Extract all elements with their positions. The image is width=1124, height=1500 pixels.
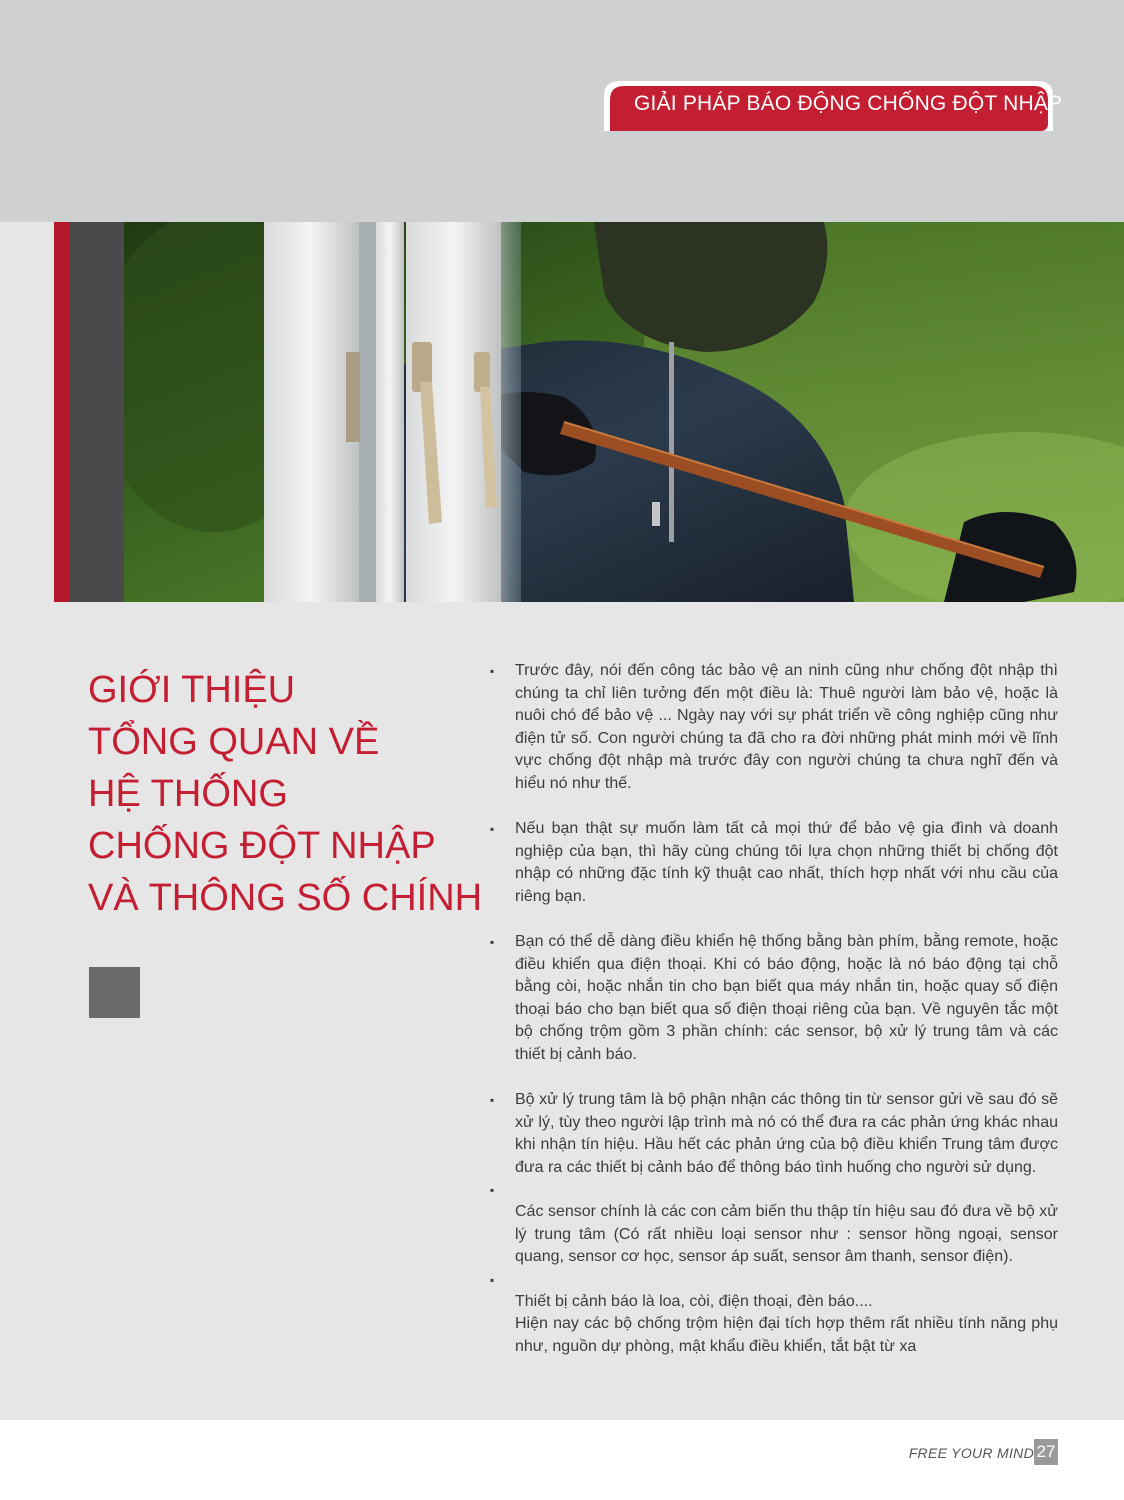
bullet-paragraph: [488, 660, 1058, 795]
hero-photo: [124, 222, 1124, 602]
headline-line: TỔNG QUAN VỀ: [88, 721, 380, 763]
bullet-marker: ▪: [490, 1183, 495, 1197]
page-number: 27: [1034, 1439, 1058, 1465]
bullet-marker: ▪: [490, 664, 495, 678]
bullet-marker: ▪: [490, 1273, 495, 1287]
hero-red-stripe: [54, 222, 70, 602]
bullet-paragraph: [488, 818, 1058, 908]
hero-gray-stripe: [70, 222, 124, 602]
decorative-square: [89, 967, 140, 1018]
bullet-paragraph: [488, 931, 1058, 1066]
bullet-empty: [488, 1179, 1058, 1201]
bullet-marker: ▪: [490, 935, 495, 949]
paragraph-text: Bạn có thể dễ dàng điều khiển hệ thống bằng bàn phím, bằng remote, hoặc điều khiển qua điện thoại. Khi có báo động, hoặc là nó báo động tại chỗ bằng còi, hoặc nhắn tin cho bạn biết qua máy nhắn tin, hoặc quay số điện thoại báo cho bạn biết qua số điện thoại riêng của bạn. Về nguyên tắc một bộ chống trộm gồm 3 phần chính: các sensor, bộ xử lý trung tâm và các thiết bị cảnh báo.: [515, 933, 1058, 1063]
bullet-paragraph: [488, 1201, 1058, 1287]
headline-line: VÀ THÔNG SỐ CHÍNH: [88, 877, 483, 919]
paragraph: Hiện nay các bộ chống trộm hiện đại tích hợp thêm rất nhiều tính năng phụ như, nguồn dự phòng, mật khẩu điều khiển, tắt bật từ xa: [515, 1315, 1058, 1355]
bullet-marker: ▪: [490, 822, 495, 836]
paragraph: Thiết bị cảnh báo là loa, còi, điện thoại, đèn báo....: [515, 1292, 873, 1310]
paragraph-text: Nếu bạn thật sự muốn làm tất cả mọi thứ để bảo vệ gia đình và doanh nghiệp của bạn, thì hãy cùng chúng tôi lựa chọn những thiết bị chống đột nhập có những đặc tính kỹ thuật cao nhất, thích hợp nhất với nhu cầu của riêng bạn.: [515, 820, 1058, 905]
headline-line: GIỚI THIỆU: [88, 669, 296, 711]
section-title: GIẢI PHÁP BÁO ĐỘNG CHỐNG ĐỘT NHẬP: [634, 92, 1063, 115]
section-header-tab: [604, 80, 1063, 132]
hero-banner: [54, 222, 1124, 602]
bullet-paragraph: [488, 1089, 1058, 1179]
headline-line: HỆ THỐNG: [88, 773, 288, 815]
article-body: [488, 660, 1058, 1358]
paragraph-text: Bộ xử lý trung tâm là bộ phận nhận các thông tin từ sensor gửi về sau đó sẽ xử lý, tùy theo người lập trình mà nó có thể đưa ra các phản ứng khác nhau khi nhận tín hiệu. Hầu hết các phản ứng của bộ điều khiển Trung tâm được đưa ra các thiết bị cảnh báo để thông báo tình huống cho người sử dụng.: [515, 1091, 1058, 1176]
paragraph-text: Trước đây, nói đến công tác bảo vệ an ninh cũng như chống đột nhập thì chúng ta chỉ liên tưởng đến một điều là: Thuê người làm bảo vệ, hoặc là nuôi chó để bảo vệ ... Ngày nay với sự phát triển về công nghiệp cũng như điện tử số. Con người chúng ta đã cho ra đời những phát minh mới về lĩnh vực chống đột nhập mà trước đây con người chúng ta chưa nghĩ đến và hiểu nó như thế.: [515, 662, 1058, 792]
paragraph-text: Các sensor chính là các con cảm biến thu thập tín hiệu sau đó đưa về bộ xử lý trung tâm (Có rất nhiều loại sensor như : sensor hồng ngoại, sensor quang, sensor cơ học, sensor áp suất, sensor âm thanh, sensor điện).: [515, 1203, 1058, 1265]
bullet-marker: ▪: [490, 1093, 495, 1107]
footer-tagline: FREE YOUR MIND: [908, 1445, 1034, 1461]
page-headline: [88, 664, 488, 924]
headline-line: CHỐNG ĐỘT NHẬP: [88, 825, 436, 867]
